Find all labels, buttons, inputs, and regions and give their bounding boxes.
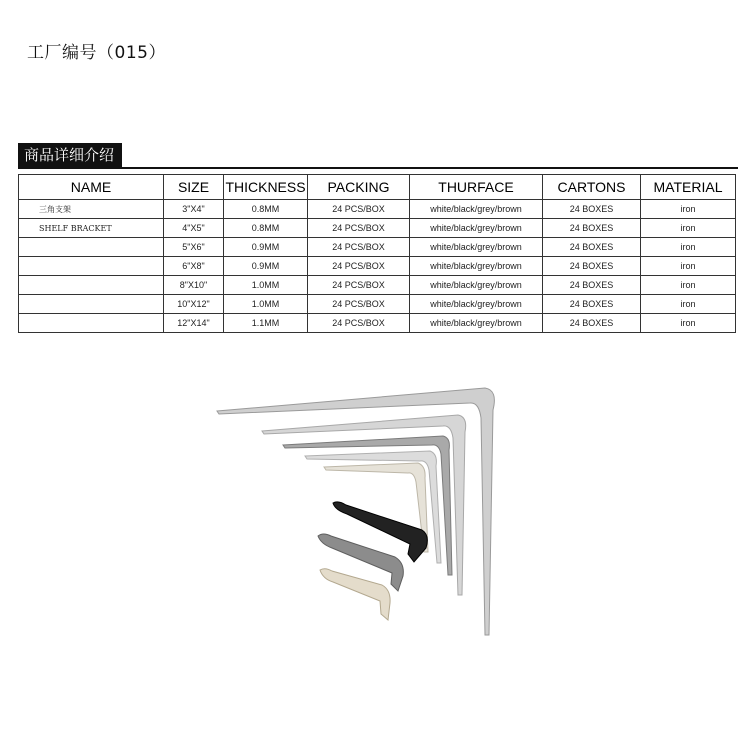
table-row [19,257,736,276]
column-header: SIZE [164,175,224,200]
table-cell: white/black/grey/brown [410,200,543,219]
factory-number: 工厂编号（015） [27,43,166,63]
table-cell: 0.9MM [224,257,308,276]
table-cell [19,276,164,295]
table-cell: 24 BOXES [543,276,641,295]
table-cell: iron [641,200,736,219]
table-cell: 3"X4" [164,200,224,219]
table-cell: 0.8MM [224,219,308,238]
table-cell: white/black/grey/brown [410,276,543,295]
column-header: CARTONS [543,175,641,200]
table-cell: 24 PCS/BOX [308,295,410,314]
table-cell: 24 BOXES [543,257,641,276]
table-cell: white/black/grey/brown [410,314,543,333]
bracket-cream-small [320,569,390,620]
table-cell: 24 PCS/BOX [308,200,410,219]
table-cell: 24 PCS/BOX [308,238,410,257]
table-cell: iron [641,276,736,295]
table-cell: 8"X10" [164,276,224,295]
table-row [19,276,736,295]
table-cell: iron [641,238,736,257]
table-row [19,314,736,333]
table-cell: 24 PCS/BOX [308,219,410,238]
table-cell: iron [641,219,736,238]
table-cell [19,295,164,314]
table-cell: 24 BOXES [543,219,641,238]
table-cell: 24 BOXES [543,200,641,219]
table-cell: 5"X6" [164,238,224,257]
column-header: NAME [19,175,164,200]
table-cell: 1.1MM [224,314,308,333]
table-cell: iron [641,295,736,314]
table-cell [19,257,164,276]
table-cell: white/black/grey/brown [410,257,543,276]
column-header: MATERIAL [641,175,736,200]
table-header-row [19,175,736,200]
column-header: THURFACE [410,175,543,200]
shelf-brackets-photo [200,370,520,650]
table-cell: 1.0MM [224,295,308,314]
table-cell: 4"X5" [164,219,224,238]
table-cell: 24 PCS/BOX [308,276,410,295]
table-cell: 6"X8" [164,257,224,276]
table-cell: 24 PCS/BOX [308,257,410,276]
table-cell: iron [641,314,736,333]
table-cell: white/black/grey/brown [410,219,543,238]
table-cell: 三角支架 [19,200,164,219]
table-cell [19,238,164,257]
spec-table [18,174,736,333]
table-cell: white/black/grey/brown [410,238,543,257]
column-header: THICKNESS [224,175,308,200]
table-cell: 24 BOXES [543,314,641,333]
section-divider [18,167,738,169]
table-row [19,200,736,219]
table-cell: SHELF BRACKET [19,219,164,238]
table-cell: 24 PCS/BOX [308,314,410,333]
table-cell [19,314,164,333]
table-cell: 24 BOXES [543,238,641,257]
table-cell: 12"X14" [164,314,224,333]
column-header: PACKING [308,175,410,200]
table-cell: 1.0MM [224,276,308,295]
table-cell: 10"X12" [164,295,224,314]
section-title: 商品详细介绍 [18,143,122,168]
table-cell: 24 BOXES [543,295,641,314]
table-cell: 0.9MM [224,238,308,257]
table-row [19,238,736,257]
table-row [19,295,736,314]
table-cell: 0.8MM [224,200,308,219]
table-row [19,219,736,238]
table-cell: iron [641,257,736,276]
table-cell: white/black/grey/brown [410,295,543,314]
